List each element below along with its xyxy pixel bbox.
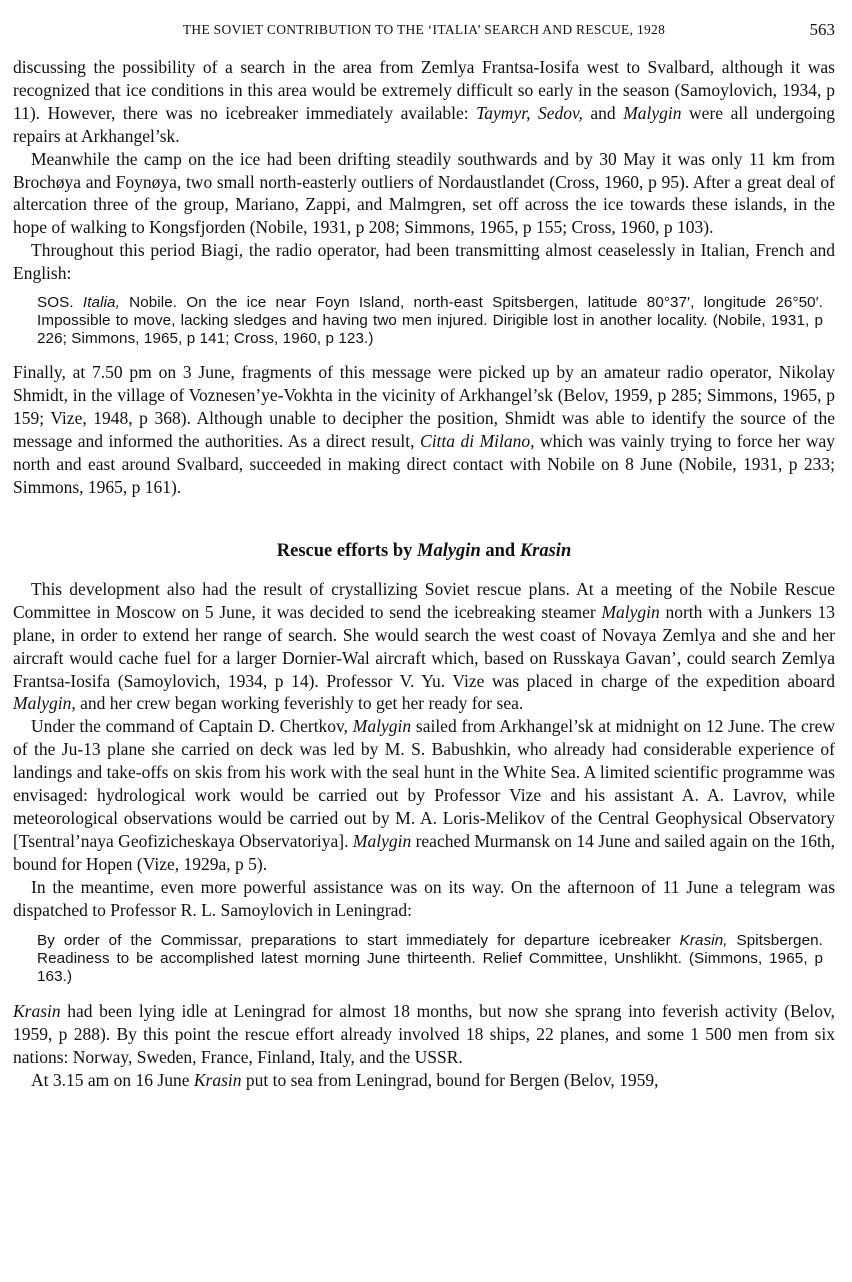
paragraph-9: At 3.15 am on 16 June Krasin put to sea from Leningrad, bound for Bergen (Belov, 1959,	[31, 1069, 659, 1090]
paragraph-2: Meanwhile the camp on the ice had been drifting steadily southwards and by 30 May it was only 11 km from Brochøya and Foynøya, two small north-easterly outliers of Nordaustlandet (Cross, 1960, p 95). After a great deal of altercation three of the group, Mariano, Zappi, and Malmgren, set off across the ice towards these islands, in the hope of walking to Kongsfjorden (Nobile, 1931, p 208; Simmons, 1965, p 155; Cross, 1960, p 103).	[13, 148, 835, 238]
running-head	[13, 20, 835, 42]
paragraph-7: In the meantime, even more powerful assistance was on its way. On the afternoon of 11 June a telegram was dispatched to Professor R. L. Samoylovich in Leningrad:	[13, 876, 835, 920]
block-quote-sos: SOS. Italia, Nobile. On the ice near Foyn Island, north-east Spitsbergen, latitude 80°37′, longitude 26°50′. Impossible to move, lacking sledges and having two men injured. Dirigible lost in another locality. (Nobile, 1931, p 226; Simmons, 1965, p 141; Cross, 1960, p 123.)	[37, 294, 823, 347]
paragraph-4: Finally, at 7.50 pm on 3 June, fragments of this message were picked up by an amateur radio operator, Nikolay Shmidt, in the village of Voznesen’ye-Vokhta in the vicinity of Arkhangel’sk (Belov, 1959, p 285; Simmons, 1965, p 159; Vize, 1948, p 368). Although unable to decipher the position, Shmidt was able to identify the source of the message and informed the authorities. As a direct result, Citta di Milano, which was vainly trying to force her way north and east around Svalbard, succeeded in making direct contact with Nobile on 8 June (Nobile, 1931, p 233; Simmons, 1965, p 161).	[13, 362, 835, 497]
paragraph-6: Under the command of Captain D. Chertkov, Malygin sailed from Arkhangel’sk at midnight on 12 June. The crew of the Ju-13 plane she carried on deck was led by M. S. Babushkin, who already had considerable experience of landings and take-offs on skis from his work with the seal hunt in the White Sea. A limited scientific programme was envisaged: hydrological work would be carried out by Professor Vize and his assistant A. A. Lavrov, while meteorological observations would be carried out by M. A. Loris-Melikov of the Central Geophysical Observatory [Tsentral’naya Geofizicheskaya Observatoriya]. Malygin reached Murmansk on 14 June and sailed again on the 16th, bound for Hopen (Vize, 1929a, p 5).	[13, 716, 835, 874]
section-heading: Rescue efforts by Malygin and Krasin	[276, 540, 572, 561]
paragraph-1: discussing the possibility of a search in the area from Zemlya Frantsa-Iosifa west to Svalbard, although it was recognized that ice conditions in this area would be extremely difficult so early in the season (Samoylovich, 1934, p 11). However, there was no icebreaker immediately available: Taymyr, Sedov, and Malygin were all undergoing repairs at Arkhangel’sk.	[13, 57, 835, 146]
block-quote-telegram: By order of the Commissar, preparations to start immediately for departure icebreaker Krasin, Spitsbergen. Readiness to be accomplished latest morning June thirteenth. Relief Committee, Unshlikht. (Simmons, 1965, p 163.)	[37, 932, 823, 986]
page-number: 563	[809, 20, 835, 39]
running-head-title: THE SOVIET CONTRIBUTION TO THE ‘ITALIA’ SEARCH AND RESCUE, 1928	[182, 22, 666, 37]
paragraph-8: Krasin had been lying idle at Leningrad for almost 18 months, but now she sprang into feverish activity (Belov, 1959, p 288). By this point the rescue effort already involved 18 ships, 22 planes, and some 1 500 men from six nations: Norway, Sweden, France, Finland, Italy, and the USSR.	[13, 1000, 835, 1067]
paragraph-5: This development also had the result of crystallizing Soviet rescue plans. At a meeting of the Nobile Rescue Committee in Moscow on 5 June, it was decided to send the icebreaking steamer Malygin north with a Junkers 13 plane, in order to extend her range of search. She would search the west coast of Novaya Zemlya and she and her aircraft would cache fuel for a larger Dornier-Wal aircraft which, based on Russkaya Gavan’, could search Zemlya Frantsa-Iosifa (Samoylovich, 1934, p 14). Professor V. Yu. Vize was placed in charge of the expedition aboard Malygin, and her crew began working feverishly to get her ready for sea.	[13, 578, 835, 714]
paragraph-3: Throughout this period Biagi, the radio operator, had been transmitting almost ceaselessly in Italian, French and English:	[13, 240, 835, 284]
